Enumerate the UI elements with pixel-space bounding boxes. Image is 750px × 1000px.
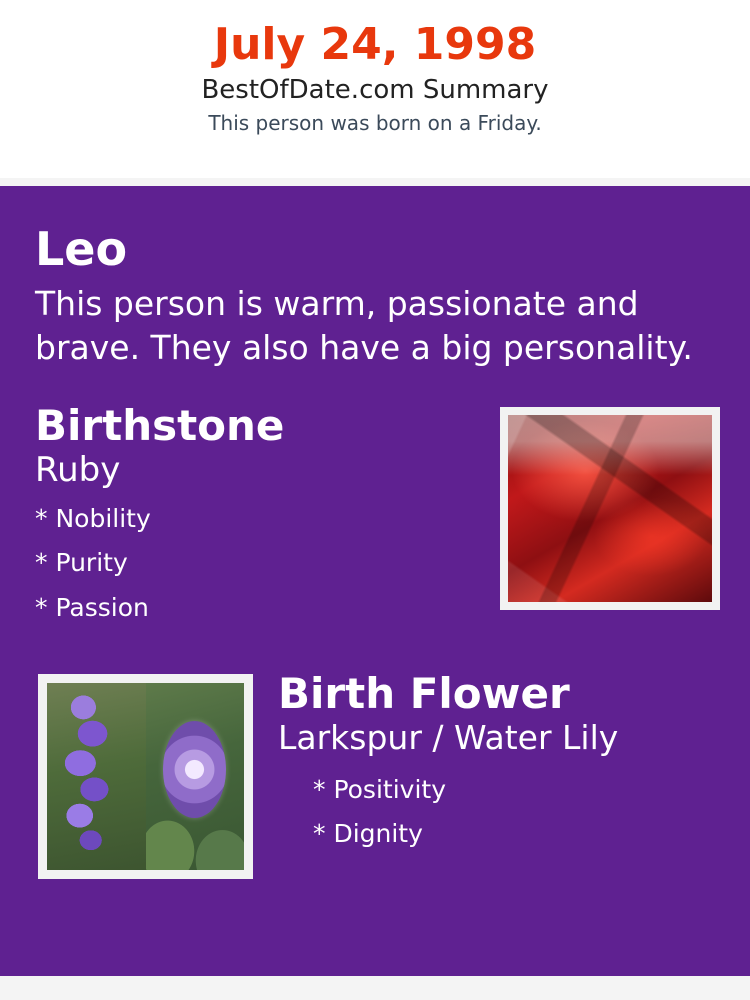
header	[0, 0, 750, 178]
birthstone-text-block	[35, 400, 475, 630]
born-on-text: This person was born on a Friday.	[208, 110, 542, 135]
water-lily-image-half	[146, 683, 245, 870]
birth-flower-trait: * Dignity	[313, 819, 423, 849]
birthstone-name: Ruby	[35, 449, 121, 490]
birthstone-trait: * Nobility	[35, 503, 151, 533]
birth-flower-name: Larkspur / Water Lily	[278, 718, 619, 758]
birthstone-trait: * Passion	[35, 592, 149, 622]
birth-flower-trait: * Positivity	[313, 774, 446, 804]
ruby-photo-frame	[500, 407, 720, 610]
larkspur-image-half	[47, 683, 146, 870]
birth-flower-section	[30, 669, 720, 887]
zodiac-description: This person is warm, passionate and brave. They also have a big personality.	[35, 284, 693, 367]
larkspur-water-lily-image	[47, 683, 244, 870]
flower-photo-frame	[38, 674, 253, 879]
ruby-gemstone-image	[508, 415, 712, 602]
birthstone-title: Birthstone	[35, 400, 285, 450]
zodiac-sign-title: Leo	[35, 222, 128, 276]
birthstone-trait: * Purity	[35, 548, 128, 578]
site-summary-label: BestOfDate.com Summary	[201, 75, 549, 106]
page-title: July 24, 1998	[213, 19, 537, 70]
birth-flower-text-block	[278, 669, 720, 857]
birthstone-section	[30, 400, 720, 630]
birth-flower-traits	[313, 768, 720, 857]
birth-flower-title: Birth Flower	[278, 669, 570, 719]
content-panel	[0, 186, 750, 976]
